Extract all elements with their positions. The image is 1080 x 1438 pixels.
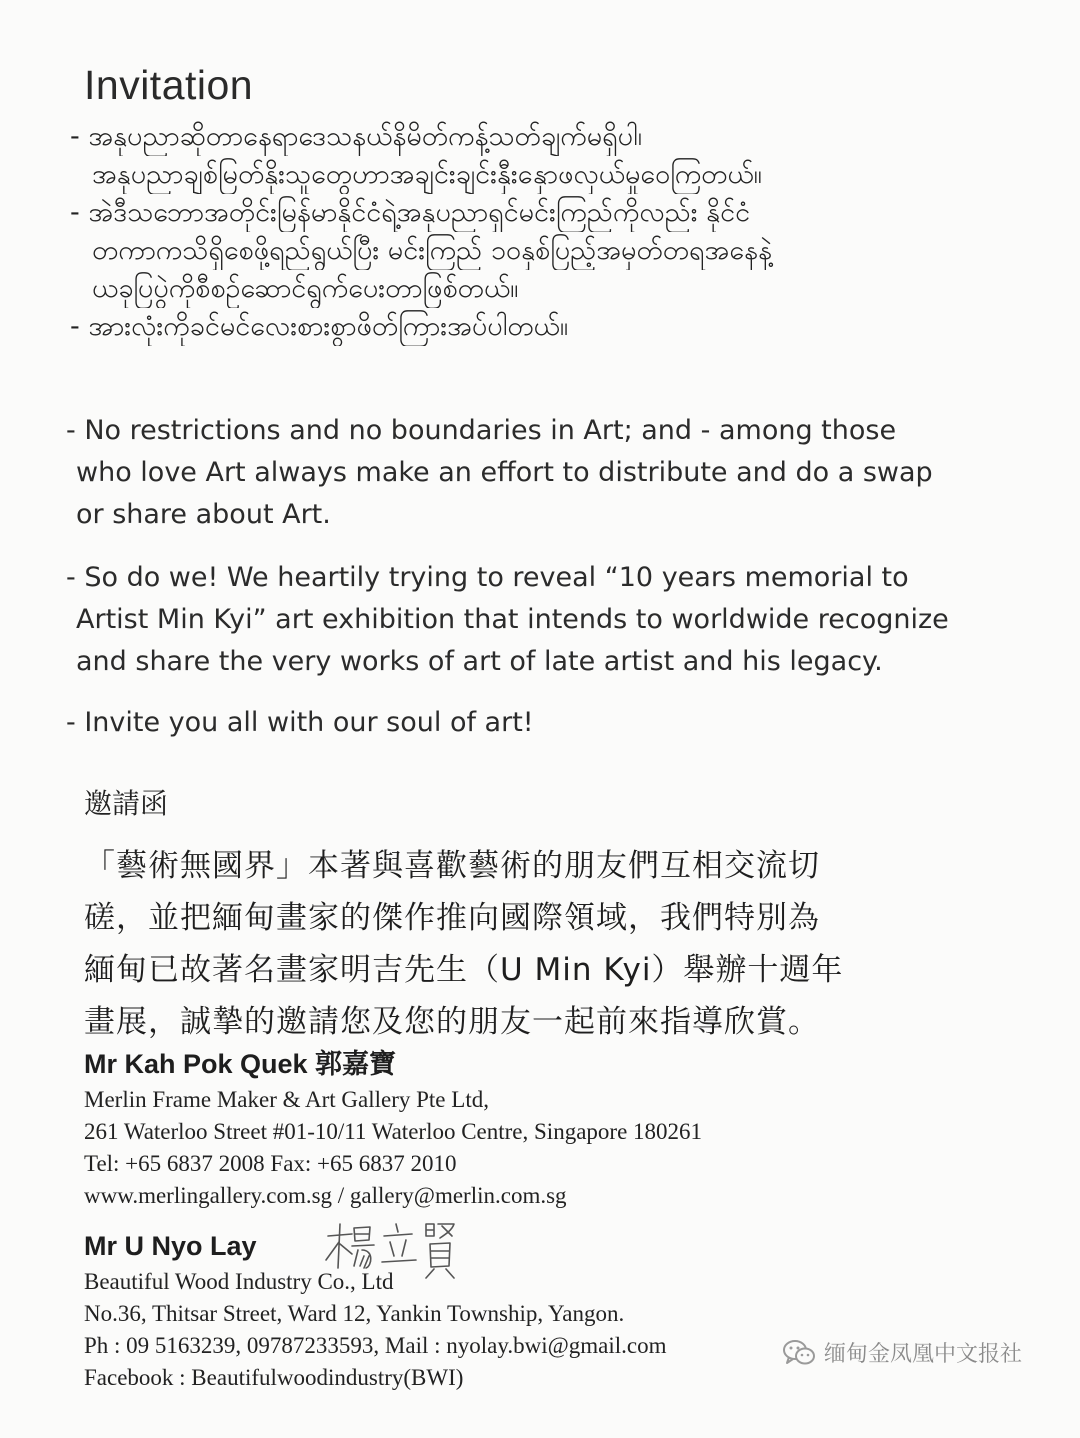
contact-address: No.36, Thitsar Street, Ward 12, Yankin Township, Yangon. (84, 1301, 625, 1326)
english-paragraph-3 (66, 702, 1036, 744)
myanmar-line: - အဲဒီသဘောအတိုင်းမြန်မာနိုင်ငံရဲ့အနုပညာရှင်မင်းကြည်ကိုလည်း နိုင်ငံ (70, 197, 751, 228)
english-line: - No restrictions and no boundaries in Art; and - among those (66, 415, 897, 446)
english-paragraph-1 (66, 410, 1036, 536)
contact-company: Beautiful Wood Industry Co., Ltd (84, 1269, 394, 1294)
myanmar-line: - အနုပညာဆိုတာနေရာဒေသနယ်နိမိတ်ကန့်သတ်ချက်မရှိပါ၊ (70, 121, 642, 152)
english-line: and share the very works of art of late artist and his legacy. (76, 646, 883, 677)
english-paragraph-2 (66, 557, 1036, 683)
watermark (782, 1337, 1022, 1368)
english-line: - Invite you all with our soul of art! (66, 707, 534, 738)
contact-name: Mr Kah Pok Quek 郭嘉寶 (84, 1049, 397, 1079)
myanmar-text (70, 118, 1030, 346)
chinese-line: 「藝術無國界」本著與喜歡藝術的朋友們互相交流切 (84, 848, 820, 884)
chinese-text (84, 840, 964, 1048)
myanmar-line: တကာကသိရှိစေဖို့ရည်ရွယ်ပြီး မင်းကြည် ၁၀နှစ်ပြည့်အမှတ်တရအနေနဲ့ (92, 235, 772, 266)
handwritten-signature (322, 1216, 462, 1286)
contact-company: Merlin Frame Maker & Art Gallery Pte Ltd, (84, 1087, 489, 1112)
chinese-line: 緬甸已故著名畫家明吉先生（U Min Kyi）舉辦十週年 (84, 952, 844, 988)
page-title: Invitation (84, 62, 254, 108)
myanmar-line: အနုပညာချစ်မြတ်နိုးသူတွေဟာအချင်းချင်းနှီးနှောဖလှယ်မှုဝေကြတယ်။ (92, 159, 762, 190)
contact-kah-pok-quek (84, 1044, 984, 1212)
wechat-icon (782, 1339, 816, 1367)
contact-facebook: Facebook : Beautifulwoodindustry(BWI) (84, 1365, 464, 1390)
english-line: - So do we! We heartily trying to reveal “10 years memorial to (66, 562, 909, 593)
myanmar-line: ယခုပြပွဲကိုစီစဉ်ဆောင်ရွက်ပေးတာဖြစ်တယ်။ (92, 273, 519, 304)
chinese-line: 畫展，誠摯的邀請您及您的朋友一起前來指導欣賞。 (84, 1004, 820, 1040)
contact-phone: Ph : 09 5163239, 09787233593, Mail : nyolay.bwi@gmail.com (84, 1333, 667, 1358)
contact-u-nyo-lay (84, 1226, 984, 1394)
watermark-text: 缅甸金凤凰中文报社 (824, 1342, 1023, 1367)
contact-web: www.merlingallery.com.sg / gallery@merlin.com.sg (84, 1183, 567, 1208)
english-line: who love Art always make an effort to distribute and do a swap (76, 457, 933, 488)
myanmar-line: - အားလုံးကိုခင်မင်လေးစားစွာဖိတ်ကြားအပ်ပါတယ်။ (70, 311, 569, 342)
chinese-line: 磋，並把緬甸畫家的傑作推向國際領域，我們特別為 (84, 900, 820, 936)
contact-address: 261 Waterloo Street #01-10/11 Waterloo Centre, Singapore 180261 (84, 1119, 703, 1144)
contact-name: Mr U Nyo Lay (84, 1231, 257, 1261)
english-line: or share about Art. (76, 499, 331, 530)
english-line: Artist Min Kyi” art exhibition that intends to worldwide recognize (76, 604, 949, 635)
chinese-title: 邀請函 (84, 787, 169, 820)
contact-phone: Tel: +65 6837 2008 Fax: +65 6837 2010 (84, 1151, 457, 1176)
